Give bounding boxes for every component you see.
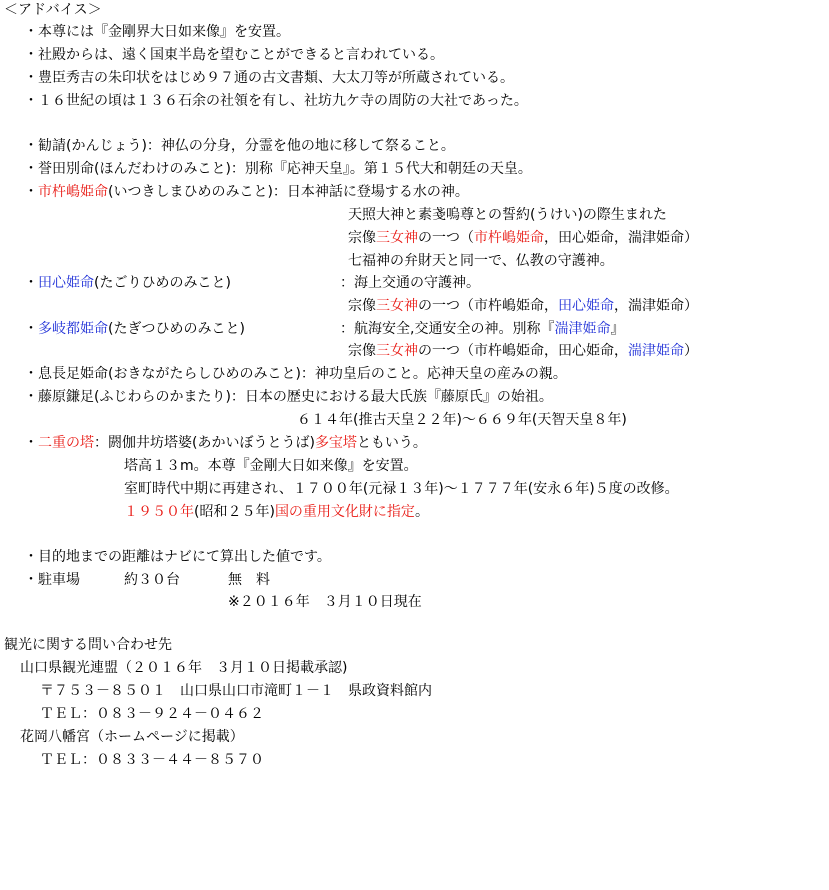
parking-count-text-0: 約３０台: [124, 572, 180, 588]
advice-item-2-text-0: ・社殿からは、遠く国東半島を望むことができると言われている。: [24, 47, 444, 63]
term-ichikishima-cont-2: [348, 228, 698, 248]
contact-header-text-0: 観光に関する問い合わせ先: [4, 637, 172, 653]
parking-date: [228, 592, 422, 612]
contact-org-1-text-0: 山口県観光連盟（２０１６年 ３月１０日掲載承認): [20, 660, 348, 676]
term-ichikishima-cont-2-text-2: の一つ（: [418, 230, 474, 246]
term-okinaga: [24, 364, 567, 384]
term-tagori-cont-1: [348, 296, 698, 316]
parking-fee-text-0: 無 料: [228, 572, 270, 588]
term-tagitsu-cont-1-text-0: 宗像: [348, 343, 376, 359]
term-ichikishima-text-2: (いつきしまひめのみこと)：日本神話に登場する水の神。: [108, 184, 469, 200]
advice-item-1-text-0: ・本尊には『金剛界大日如来像』を安置。: [24, 24, 290, 40]
term-ichikishima-cont-2-text-1: 三女神: [376, 230, 418, 246]
term-tower-cont-1-text-0: 塔高１３m。本尊『金剛大日如来像』を安置。: [124, 458, 418, 474]
advice-item-3-text-0: ・豊臣秀吉の朱印状をはじめ９７通の古文書類、大太刀等が所蔵されている。: [24, 70, 514, 86]
contact-address-1: [40, 681, 432, 701]
term-tower-cont-2: [124, 479, 679, 499]
term-ichikishima-text-0: ・: [24, 184, 38, 200]
term-tagori-cont-1-text-1: 三女神: [376, 298, 418, 314]
term-tagori-text-0: ・: [24, 275, 38, 291]
parking-label: [24, 570, 80, 590]
contact-org-2: [20, 727, 244, 747]
term-kanjo-text-0: ・勧請(かんじょう)：神仏の分身，分霊を他の地に移して祭ること。: [24, 138, 455, 154]
term-tower-text-3: 多宝塔: [314, 435, 357, 451]
distance-note: [24, 547, 331, 567]
advice-item-3: [24, 68, 514, 88]
term-tower-cont-1: [124, 456, 418, 476]
term-tagori-desc: [340, 273, 480, 293]
term-tagitsu-cont-1-text-3: 湍津姫命: [628, 343, 684, 359]
contact-tel-2: [40, 750, 264, 770]
term-tagori-desc-text-0: ：海上交通の守護神。: [340, 275, 480, 291]
term-tower-text-2: ：閼伽井坊塔婆(あかいぼうとうば): [94, 435, 315, 451]
parking-label-text-0: ・駐車場: [24, 572, 80, 588]
term-tagitsu-desc-text-2: 』: [610, 321, 625, 337]
term-kamatari: [24, 387, 553, 407]
advice-item-1: [24, 22, 290, 42]
parking-count: [124, 570, 180, 590]
term-tagori-cont-1-text-3: 田心姫命: [558, 298, 614, 314]
term-tagitsu-cont-1-text-4: ）: [684, 343, 698, 359]
term-tower-cont-3-text-3: 。: [414, 504, 429, 520]
contact-org-2-text-0: 花岡八幡宮（ホームページに掲載）: [20, 729, 244, 745]
term-ichikishima-text-1: 市杵嶋姫命: [38, 184, 108, 200]
contact-tel-1: [40, 704, 264, 724]
contact-header: [4, 635, 172, 655]
contact-address-1-text-0: 〒７５３－８５０１ 山口県山口市滝町１－１ 県政資料館内: [40, 683, 432, 699]
term-tagori-cont-1-text-2: の一つ（市杵嶋姫命，: [418, 298, 558, 314]
term-tower-cont-3-text-0: １９５０年: [124, 504, 194, 520]
term-tagitsu-text-2: (たぎつひめのみこと): [108, 321, 245, 337]
term-tagitsu-desc-text-0: ：航海安全,交通安全の神。別称『: [340, 321, 555, 337]
term-tagitsu-text-1: 多岐都姫命: [38, 321, 108, 337]
advice-item-2: [24, 45, 444, 65]
term-tagori-text-2: (たごりひめのみこと): [94, 275, 231, 291]
parking-fee: [228, 570, 270, 590]
term-tagitsu-desc: [340, 319, 624, 339]
advice-item-4-text-0: ・１６世紀の頃は１３６石余の社領を有し、社坊九ケ寺の周防の大社であった。: [24, 93, 528, 109]
term-tower-cont-3-text-2: 国の重用文化財に指定: [274, 504, 415, 520]
contact-org-1: [20, 658, 347, 678]
term-ichikishima-cont-3-text-0: 七福神の弁財天と同一で、仏教の守護神。: [348, 253, 614, 269]
term-kamatari-text-0: ・藤原鎌足(ふじわらのかまたり)：日本の歴史における最大氏族『藤原氏』の始祖。: [24, 389, 553, 405]
contact-tel-1-text-0: ＴＥＬ：０８３－９２４－０４６２: [40, 706, 264, 722]
term-ichikishima-cont-2-text-3: 市杵嶋姫命: [474, 230, 544, 246]
term-okinaga-text-0: ・息長足姫命(おきながたらしひめのみこと)：神功皇后のこと。応神天皇の産みの親。: [24, 366, 567, 382]
term-tagori-text-1: 田心姫命: [38, 275, 94, 291]
term-ichikishima-cont-1-text-0: 天照大神と素戔嗚尊との誓約(うけい)の際生まれた: [348, 207, 667, 223]
term-tagitsu-cont-1-text-1: 三女神: [376, 343, 418, 359]
term-ichikishima-cont-3: [348, 251, 614, 271]
advice-header: [4, 0, 102, 20]
term-tower-text-1: 二重の塔: [38, 435, 94, 451]
parking-date-text-0: ※２０１６年 ３月１０日現在: [228, 594, 422, 610]
term-tagitsu-cont-1-text-2: の一つ（市杵嶋姫命，田心姫命，: [418, 343, 628, 359]
term-kamatari-cont-1-text-0: ６１４年(推古天皇２２年)～６６９年(天智天皇８年): [297, 412, 627, 428]
term-tagitsu-desc-text-1: 湍津姫命: [554, 321, 611, 337]
term-tower-cont-3-text-1: (昭和２５年): [194, 504, 275, 520]
term-tagori-cont-1-text-0: 宗像: [348, 298, 376, 314]
term-tagitsu-text-0: ・: [24, 321, 38, 337]
term-tagori-cont-1-text-4: ，湍津姫命）: [614, 298, 698, 314]
distance-note-text-0: ・目的地までの距離はナビにて算出した値です。: [24, 549, 331, 565]
term-tower-text-4: ともいう。: [356, 435, 427, 451]
advice-item-4: [24, 91, 528, 111]
term-kamatari-cont-1: [297, 410, 627, 430]
term-tower: [24, 433, 427, 453]
term-ichikishima-cont-2-text-4: ，田心姫命，湍津姫命）: [544, 230, 698, 246]
term-ichikishima-cont-1: [348, 205, 667, 225]
term-homuda-text-0: ・誉田別命(ほんだわけのみこと)：別称『応神天皇』。第１５代大和朝廷の天皇。: [24, 161, 532, 177]
term-tower-cont-2-text-0: 室町時代中期に再建され、１７００年(元禄１３年)～１７７７年(安永６年)５度の改修。: [124, 481, 679, 497]
contact-tel-2-text-0: ＴＥＬ：０８３３－４４－８５７０: [40, 752, 264, 768]
term-tagitsu: [24, 319, 245, 339]
term-ichikishima: [24, 182, 469, 202]
advice-header-text-0: ＜アドバイス＞: [4, 2, 102, 18]
term-kanjo: [24, 136, 455, 156]
term-tagitsu-cont-1: [348, 341, 698, 361]
term-homuda: [24, 159, 532, 179]
term-ichikishima-cont-2-text-0: 宗像: [348, 230, 376, 246]
term-tower-cont-3: [124, 502, 429, 522]
term-tower-text-0: ・: [24, 435, 38, 451]
term-tagori: [24, 273, 231, 293]
